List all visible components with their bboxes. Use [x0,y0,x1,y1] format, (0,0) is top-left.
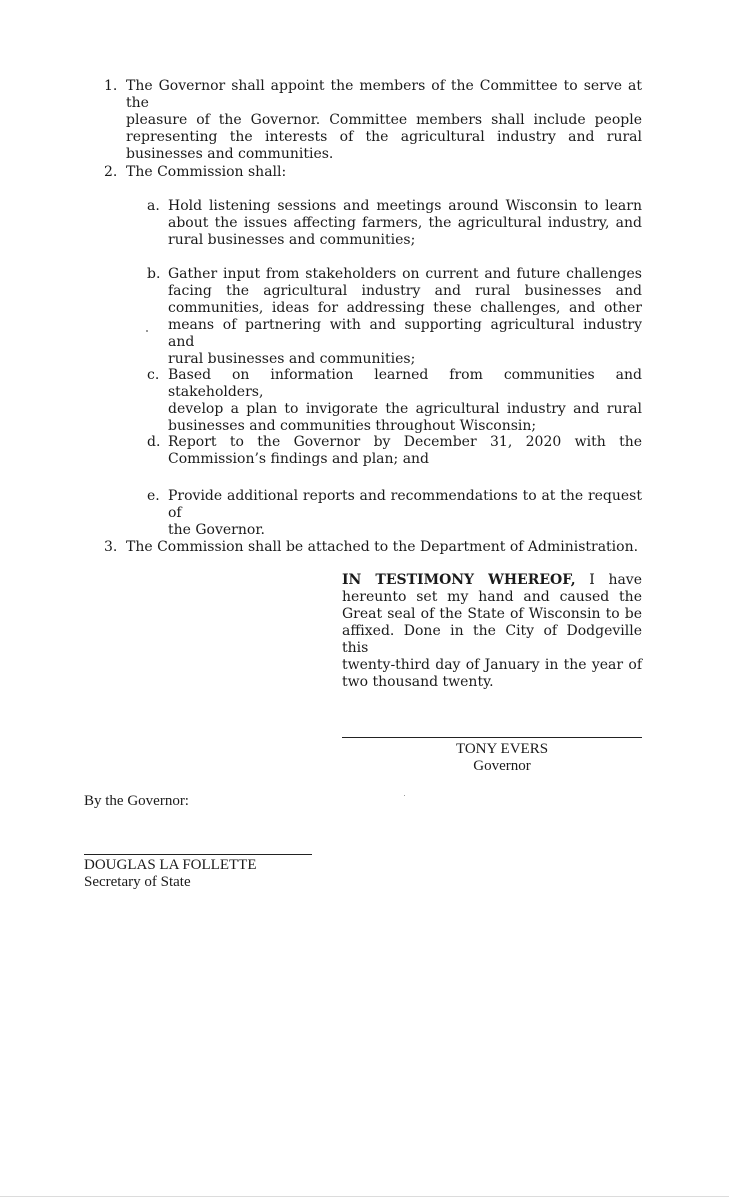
governor-signature-block [342,741,662,775]
testimony-paragraph [342,572,642,691]
subitem-e-text [168,488,642,539]
subitem-b-line-4: means of partnering with and supporting agricultural industry and [168,317,642,350]
item-1-line-3: representing the interests of the agricultural industry and rural [126,129,642,145]
subitem-b-text [168,266,642,368]
item-1-line-1: The Governor shall appoint the members of the Committee to serve at the [126,78,642,111]
subitem-b-line-5: rural businesses and communities; [168,351,416,367]
secretary-title: Secretary of State [84,874,191,890]
scan-bottom-edge [0,1196,729,1197]
item-1-text [126,78,642,163]
scan-speck [146,330,148,332]
testimony-line-5: twenty-third day of January in the year of [342,657,642,673]
testimony-bold-lead: IN TESTIMONY WHEREOF, [342,572,576,588]
subitem-c-text [168,367,642,435]
secretary-name: DOUGLAS LA FOLLETTE [84,857,257,873]
governor-title: Governor [473,758,531,774]
subitem-d-letter: d. [147,434,161,450]
subitem-b-letter: b. [147,266,161,282]
by-the-governor: By the Governor: [84,793,189,809]
testimony-line-3: Great seal of the State of Wisconsin to be [342,606,642,622]
subitem-e-letter: e. [147,488,160,504]
subitem-e-line-2: the Governor. [168,522,265,538]
item-2-line-1: The Commission shall: [126,164,287,180]
item-1-line-2: pleasure of the Governor. Committee members shall include people [126,112,642,128]
subitem-a-line-3: rural businesses and communities; [168,232,416,248]
item-1-number: 1. [104,78,118,94]
item-3-line-1: The Commission shall be attached to the Department of Administration. [126,539,639,555]
testimony-line-1 [342,572,642,589]
subitem-b-line-3: communities, ideas for addressing these challenges, and other [168,300,642,316]
item-2-text [126,164,642,181]
testimony-line-4: affixed. Done in the City of Dodgeville this [342,623,642,656]
secretary-signature-line [84,854,312,855]
item-3-number: 3. [104,539,118,555]
subitem-c-line-1: Based on information learned from communities and stakeholders, [168,367,642,400]
testimony-first-line-rest: I have [589,572,642,588]
subitem-a-letter: a. [147,198,160,214]
subitem-c-line-2: develop a plan to invigorate the agricultural industry and rural [168,401,642,417]
governor-signature-line [342,737,642,738]
governor-name: TONY EVERS [455,741,549,757]
subitem-d-line-2: Commission’s findings and plan; and [168,451,430,467]
subitem-e-line-1: Provide additional reports and recommendations to at the request of [168,488,642,521]
scan-speck-2 [404,795,405,796]
subitem-a-line-2: about the issues affecting farmers, the agricultural industry, and [168,215,642,231]
item-2-number: 2. [104,164,118,180]
item-1-line-4: businesses and communities. [126,146,334,162]
subitem-a-line-1: Hold listening sessions and meetings around Wisconsin to learn [168,198,642,214]
item-3-text [126,539,642,556]
subitem-d-line-1: Report to the Governor by December 31, 2020 with the [168,434,642,450]
secretary-signature-block [84,857,384,891]
subitem-c-line-3: businesses and communities throughout Wisconsin; [168,418,537,434]
subitem-a-text [168,198,642,249]
subitem-c-letter: c. [147,367,160,383]
subitem-b-line-2: facing the agricultural industry and rural businesses and [168,283,642,299]
testimony-line-6: two thousand twenty. [342,674,494,690]
testimony-line-2: hereunto set my hand and caused the [342,589,642,605]
subitem-b-line-1: Gather input from stakeholders on current and future challenges [168,266,642,282]
subitem-d-text [168,434,642,468]
